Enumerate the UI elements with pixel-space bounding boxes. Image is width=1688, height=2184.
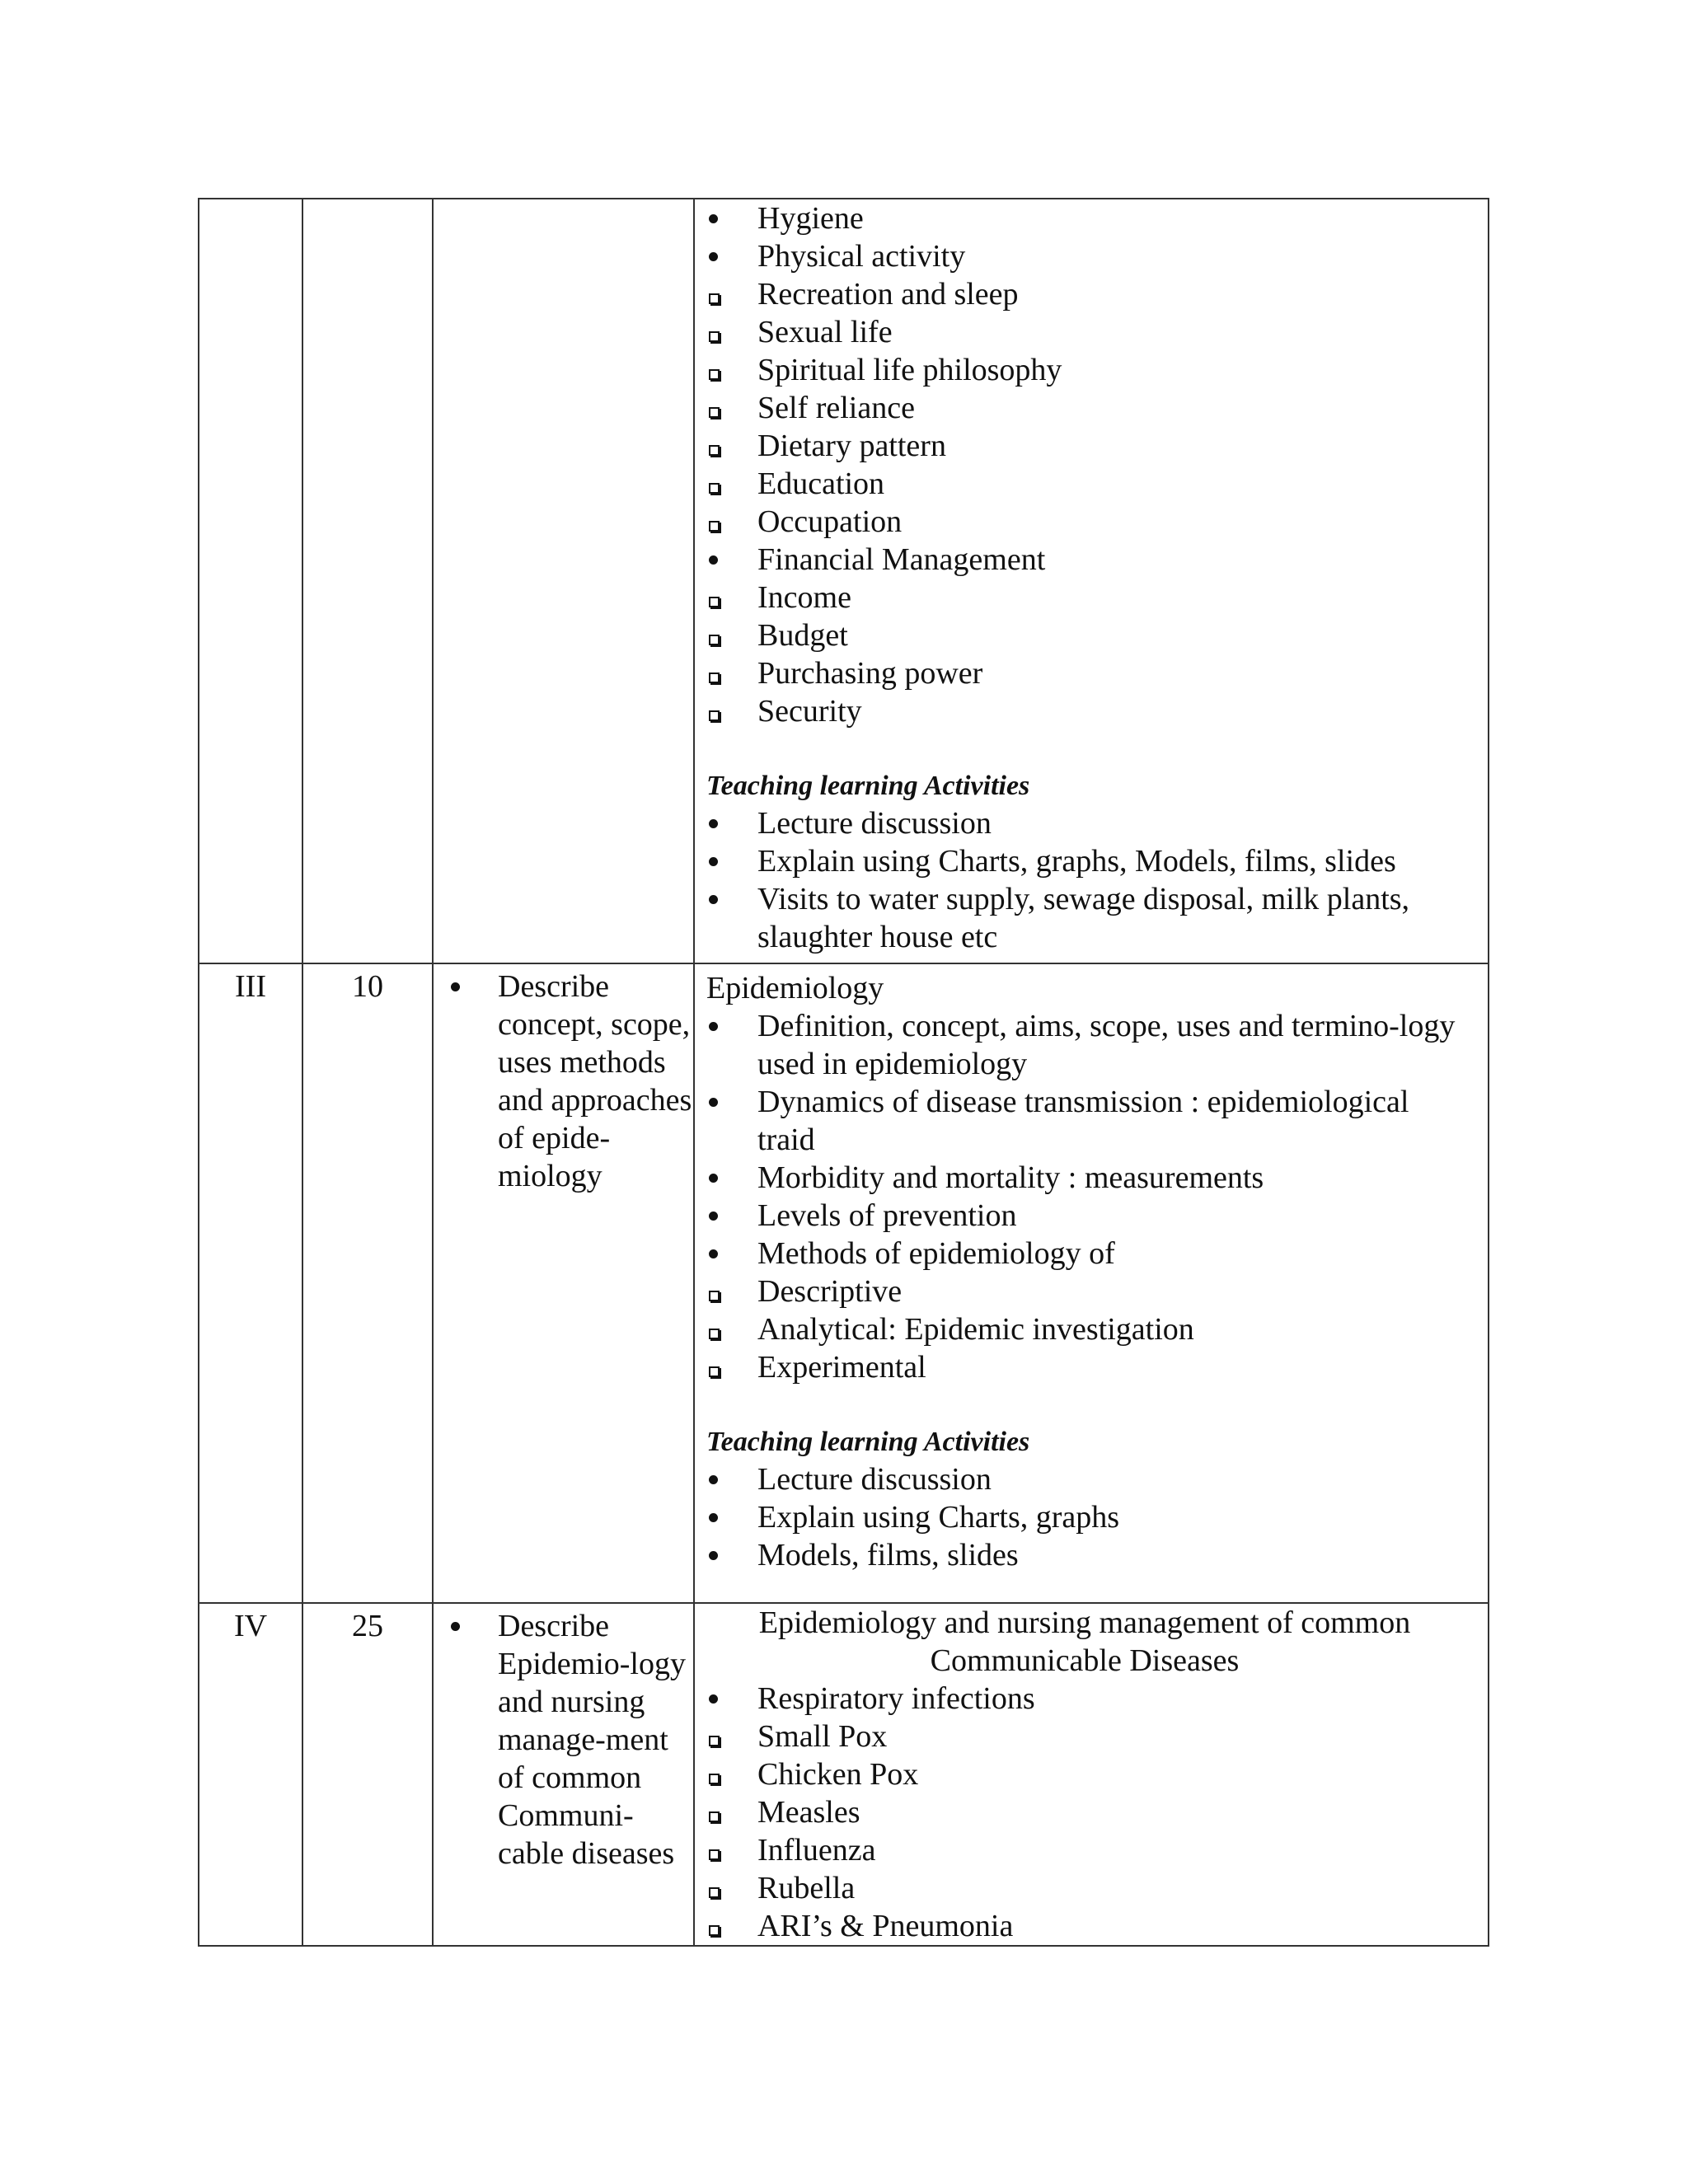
checkbox-square-icon <box>706 1755 731 1793</box>
checkbox-square-icon <box>706 313 731 351</box>
objectives-list <box>434 968 693 1195</box>
list-item: Explain using Charts, graphs, Models, films, slides <box>706 842 1471 880</box>
content-cell <box>694 963 1489 1603</box>
list-item: Influenza <box>706 1831 1471 1869</box>
bullet-dot-icon <box>706 1498 731 1536</box>
bullet-dot-icon <box>448 968 473 1005</box>
activities-list <box>706 804 1471 956</box>
bullet-dot-icon <box>706 541 731 579</box>
time-cell: 25 <box>302 1603 433 1946</box>
list-item: Dynamics of disease transmission : epidemiological traid <box>706 1083 1471 1159</box>
checkbox-square-icon <box>706 389 731 427</box>
bullet-dot-icon <box>706 1197 731 1235</box>
bullet-dot-icon <box>706 1159 731 1197</box>
list-item: Experimental <box>706 1348 1471 1386</box>
checkbox-square-icon <box>706 1272 731 1310</box>
list-item: Describe concept, scope, uses methods and approaches of epide-miology <box>448 968 693 1195</box>
list-item: Rubella <box>706 1869 1471 1907</box>
objectives-cell <box>433 1603 694 1946</box>
list-item: Respiratory infections <box>706 1680 1471 1718</box>
list-item: Education <box>706 465 1471 503</box>
list-item: Budget <box>706 616 1471 654</box>
list-item: Hygiene <box>706 199 1471 237</box>
bullet-dot-icon <box>706 1235 731 1272</box>
content-title: Epidemiology <box>706 971 884 1005</box>
bullet-dot-icon <box>706 1536 731 1574</box>
checkbox-square-icon <box>706 1793 731 1831</box>
unit-cell: III <box>199 963 302 1603</box>
table-row <box>199 199 1489 963</box>
objectives-cell <box>433 963 694 1603</box>
objectives-cell <box>433 199 694 963</box>
list-item: Explain using Charts, graphs <box>706 1498 1471 1536</box>
checkbox-square-icon <box>706 654 731 692</box>
content-cell <box>694 199 1489 963</box>
list-item: Occupation <box>706 503 1471 541</box>
checkbox-square-icon <box>706 1869 731 1907</box>
checkbox-square-icon <box>706 1831 731 1869</box>
table-row <box>199 963 1489 1603</box>
list-item: Morbidity and mortality : measurements <box>706 1159 1471 1197</box>
bullet-dot-icon <box>706 804 731 842</box>
list-item: Security <box>706 692 1471 730</box>
list-item: Lecture discussion <box>706 804 1471 842</box>
unit-cell: IV <box>199 1603 302 1946</box>
unit-cell <box>199 199 302 963</box>
list-item: Describe Epidemio-logy and nursing manage-ment of common Communi-cable diseases <box>448 1607 693 1872</box>
time-cell: 10 <box>302 963 433 1603</box>
list-item: Visits to water supply, sewage disposal, milk plants, slaughter house etc <box>706 880 1471 956</box>
bullet-dot-icon <box>706 842 731 880</box>
checkbox-square-icon <box>706 1907 731 1945</box>
checkbox-square-icon <box>706 616 731 654</box>
bullet-dot-icon <box>706 1680 731 1718</box>
list-item: Analytical: Epidemic investigation <box>706 1310 1471 1348</box>
checkbox-square-icon <box>706 427 731 465</box>
list-item: Levels of prevention <box>706 1197 1471 1235</box>
activities-list <box>706 1460 1471 1574</box>
list-item: Physical activity <box>706 237 1471 275</box>
checkbox-square-icon <box>706 1348 731 1386</box>
checkbox-square-icon <box>706 579 731 616</box>
checkbox-square-icon <box>706 1718 731 1755</box>
list-item: Descriptive <box>706 1272 1471 1310</box>
list-item: Spiritual life philosophy <box>706 351 1471 389</box>
checkbox-square-icon <box>706 275 731 313</box>
bullet-dot-icon <box>448 1607 473 1645</box>
activities-heading: Teaching learning Activities <box>706 771 1030 801</box>
list-item: Sexual life <box>706 313 1471 351</box>
checkbox-square-icon <box>706 692 731 730</box>
activities-heading: Teaching learning Activities <box>706 1427 1030 1457</box>
checkbox-square-icon <box>706 1310 731 1348</box>
content-list <box>706 1680 1471 1945</box>
bullet-dot-icon <box>706 880 731 918</box>
list-item: Financial Management <box>706 541 1471 579</box>
list-item: Definition, concept, aims, scope, uses and termino-logy used in epidemiology <box>706 1007 1471 1083</box>
list-item: Recreation and sleep <box>706 275 1471 313</box>
list-item: Dietary pattern <box>706 427 1471 465</box>
list-item: Purchasing power <box>706 654 1471 692</box>
list-item: Measles <box>706 1793 1471 1831</box>
bullet-dot-icon <box>706 199 731 237</box>
checkbox-square-icon <box>706 351 731 389</box>
list-item: Methods of epidemiology of <box>706 1235 1471 1272</box>
list-item: Income <box>706 579 1471 616</box>
syllabus-table <box>198 198 1489 1947</box>
content-title: Epidemiology and nursing management of common Communicable Diseases <box>758 1605 1411 1678</box>
objectives-list <box>434 1607 693 1872</box>
list-item: Self reliance <box>706 389 1471 427</box>
time-cell <box>302 199 433 963</box>
list-item: ARI’s & Pneumonia <box>706 1907 1471 1945</box>
content-list <box>706 1007 1471 1386</box>
list-item: Chicken Pox <box>706 1755 1471 1793</box>
bullet-dot-icon <box>706 237 731 275</box>
list-item: Lecture discussion <box>706 1460 1471 1498</box>
bullet-dot-icon <box>706 1083 731 1121</box>
table-row <box>199 1603 1489 1946</box>
list-item: Small Pox <box>706 1718 1471 1755</box>
content-cell <box>694 1603 1489 1946</box>
content-list <box>706 199 1471 730</box>
bullet-dot-icon <box>706 1460 731 1498</box>
checkbox-square-icon <box>706 465 731 503</box>
bullet-dot-icon <box>706 1007 731 1045</box>
list-item: Models, films, slides <box>706 1536 1471 1574</box>
checkbox-square-icon <box>706 503 731 541</box>
